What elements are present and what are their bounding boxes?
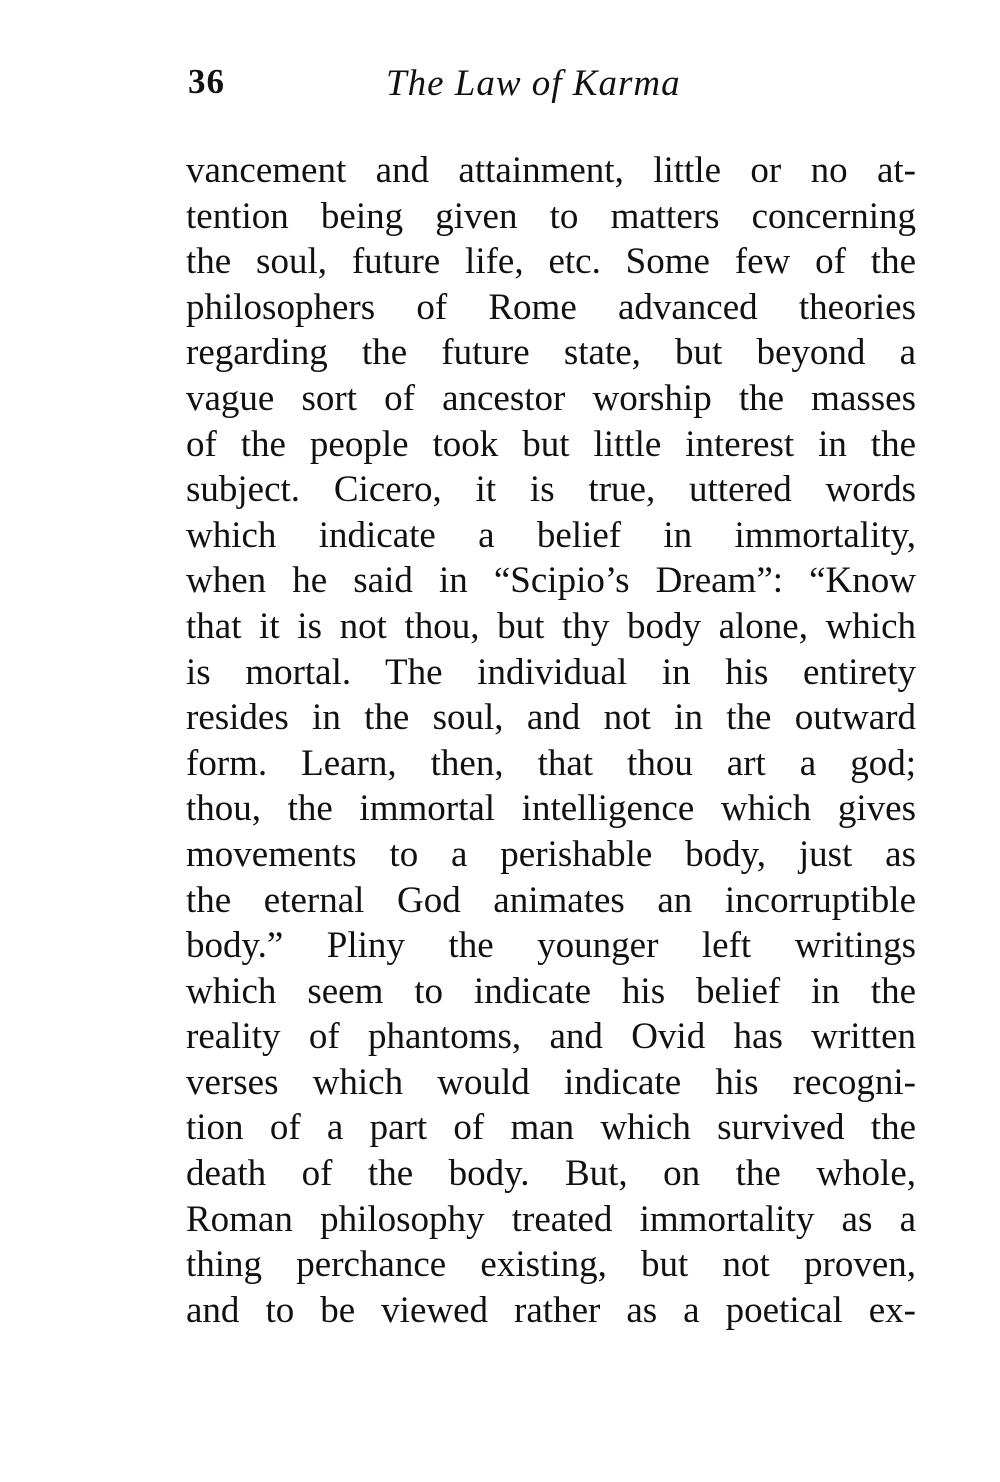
text-line: Roman philosophy treated immortality as a xyxy=(186,1198,916,1240)
text-line: tion of a part of man which survived the xyxy=(186,1107,916,1149)
text-line: tention being given to matters concerning xyxy=(186,195,916,237)
text-line: form. Learn, then, that thou art a god; xyxy=(186,742,916,784)
text-line: philosophers of Rome advanced theories xyxy=(186,286,916,328)
text-line: movements to a perishable body, just as xyxy=(186,833,916,875)
text-line: death of the body. But, on the whole, xyxy=(186,1153,916,1195)
text-line: which seem to indicate his belief in the xyxy=(186,970,916,1012)
text-line: which indicate a belief in immortality, xyxy=(186,514,916,556)
text-line: the eternal God animates an incorruptible xyxy=(186,879,916,921)
text-line: regarding the future state, but beyond a xyxy=(186,332,916,374)
text-line: thou, the immortal intelligence which gives xyxy=(186,788,916,830)
text-line: body.” Pliny the younger left writings xyxy=(186,925,916,967)
text-line: of the people took but little interest in the xyxy=(186,423,916,465)
text-line: thing perchance existing, but not proven, xyxy=(186,1244,916,1286)
body-text xyxy=(186,148,916,1333)
text-line: when he said in “Scipio’s Dream”: “Know xyxy=(186,560,916,602)
text-line: subject. Cicero, it is true, uttered words xyxy=(186,469,916,511)
text-line: vague sort of ancestor worship the masses xyxy=(186,377,916,419)
text-line: vancement and attainment, little or no at- xyxy=(186,150,916,191)
text-line: resides in the soul, and not in the outward xyxy=(186,697,916,739)
page-number: 36 xyxy=(188,62,225,101)
running-title: The Law of Karma xyxy=(386,63,681,104)
text-line: that it is not thou, but thy body alone, which xyxy=(186,605,916,647)
text-line: the soul, future life, etc. Some few of the xyxy=(186,241,916,283)
text-line: verses which would indicate his recogni- xyxy=(186,1061,916,1103)
text-line: and to be viewed rather as a poetical ex- xyxy=(186,1289,916,1331)
text-line: reality of phantoms, and Ovid has written xyxy=(186,1016,916,1058)
text-line: is mortal. The individual in his entirety xyxy=(186,651,916,693)
running-head xyxy=(188,62,748,112)
